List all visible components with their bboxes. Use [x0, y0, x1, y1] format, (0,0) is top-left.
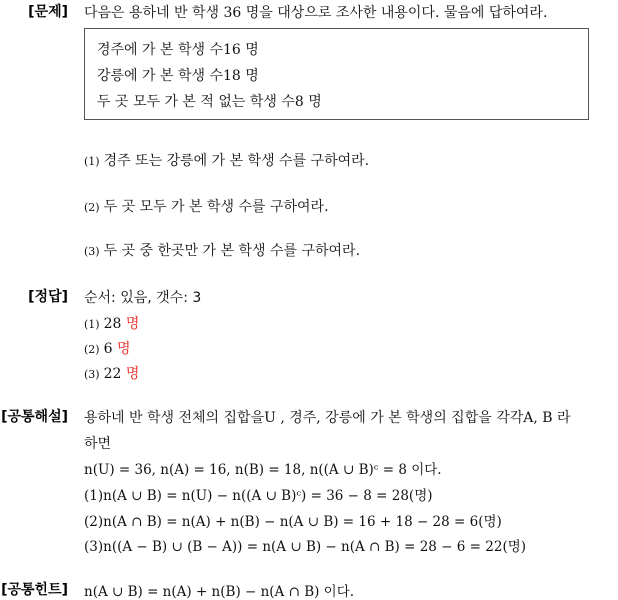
- answer-number: (3): [84, 368, 100, 381]
- explanation-eq-4: (3)n((A − B) ∪ (B − A)) = n(A ∪ B) − n(A ∩ B) = 28 − 6 = 22(명): [84, 539, 527, 555]
- condition-line: 두 곳 모두 가 본 적 없는 학생 수8 명: [97, 94, 322, 110]
- answer-value: 28: [103, 316, 122, 332]
- question-2: [84, 196, 329, 216]
- problem-intro: 다음은 용하네 반 학생 36 명을 대상으로 조사한 내용이다. 물음에 답하여라.: [84, 5, 548, 21]
- hint-text: n(A ∪ B) = n(A) + n(B) − n(A ∩ B) 이다.: [84, 584, 355, 600]
- question-1: [84, 150, 369, 170]
- explanation-eq-3: (2)n(A ∩ B) = n(A) + n(B) − n(A ∪ B) = 16 + 18 − 28 = 6(명): [84, 514, 502, 530]
- problem-label: [문제]: [28, 4, 68, 20]
- answer-unit: 명: [125, 316, 140, 332]
- question-text: 경주 또는 강릉에 가 본 학생 수를 구하여라.: [103, 153, 370, 169]
- question-number: (3): [84, 245, 100, 258]
- condition-box: [84, 28, 589, 120]
- answer-label: [정답]: [28, 289, 68, 305]
- answer-value: 6: [103, 341, 113, 357]
- answer-meta: 순서: 있음, 갯수: 3: [84, 290, 202, 306]
- explanation-label: [공통해설]: [1, 409, 68, 425]
- question-text: 두 곳 중 한곳만 가 본 학생 수를 구하여라.: [103, 243, 361, 259]
- answer-number: (1): [84, 318, 100, 331]
- explanation-line-1: 용하네 반 학생 전체의 집합을U , 경주, 강릉에 가 본 학생의 집합을 각각A, B 라: [84, 410, 571, 426]
- answer-value: 22: [103, 366, 122, 382]
- answer-item-1: [84, 313, 139, 333]
- condition-line: 경주에 가 본 학생 수16 명: [97, 42, 259, 58]
- hint-label: [공통힌트]: [1, 582, 68, 598]
- question-3: [84, 240, 360, 260]
- explanation-line-2: 하면: [84, 436, 112, 452]
- question-number: (2): [84, 201, 100, 214]
- answer-number: (2): [84, 343, 100, 356]
- explanation-eq-2: (1)n(A ∪ B) = n(U) − n((A ∪ B)ᶜ) = 36 − 8 = 28(명): [84, 488, 433, 504]
- answer-item-3: [84, 363, 139, 383]
- answer-unit: 명: [125, 366, 140, 382]
- question-number: (1): [84, 155, 100, 168]
- answer-item-2: [84, 338, 131, 358]
- answer-unit: 명: [116, 341, 131, 357]
- question-text: 두 곳 모두 가 본 학생 수를 구하여라.: [103, 199, 329, 215]
- condition-line: 강릉에 가 본 학생 수18 명: [97, 68, 259, 84]
- explanation-eq-1: n(U) = 36, n(A) = 16, n(B) = 18, n((A ∪ B)ᶜ = 8 이다.: [84, 462, 442, 478]
